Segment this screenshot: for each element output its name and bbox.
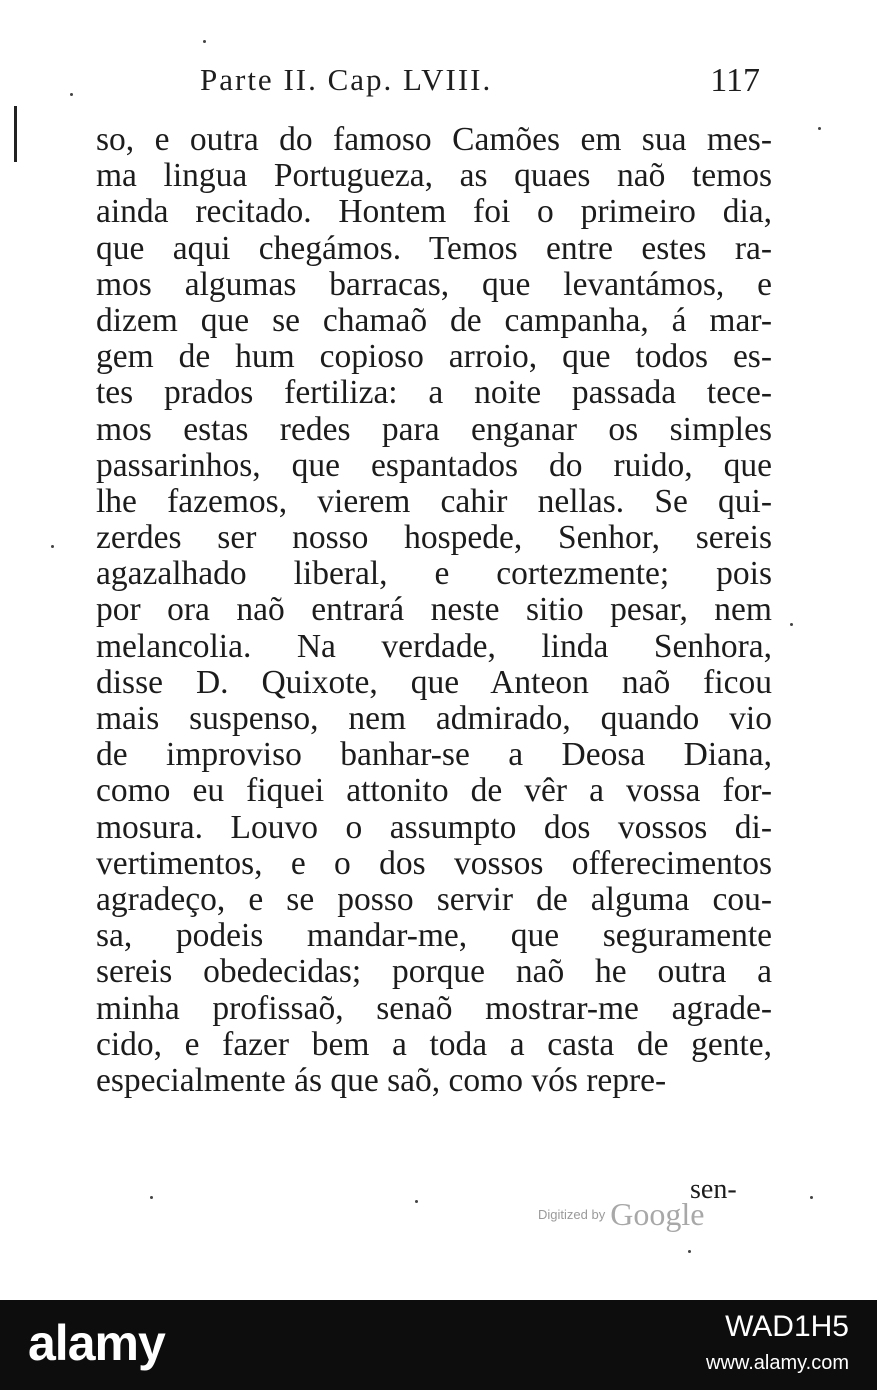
text-line: agazalhado liberal, e cortezmente; pois — [96, 556, 772, 593]
stock-footer-bar — [0, 1300, 877, 1390]
digitized-watermark — [538, 1196, 705, 1236]
ink-speck — [818, 127, 821, 130]
text-line: disse D. Quixote, que Anteon naõ ficou — [96, 664, 772, 701]
text-line: agradeço, e se posso servir de alguma cou- — [96, 881, 772, 918]
ink-speck — [203, 40, 206, 43]
text-line: gem de hum copioso arroio, que todos es- — [96, 339, 772, 376]
watermark-logo: Google — [610, 1196, 705, 1232]
text-line: mais suspenso, nem admirado, quando vio — [96, 701, 772, 737]
body-text — [96, 122, 772, 1099]
text-line: tes prados fertiliza: a noite passada tece- — [96, 375, 772, 412]
text-line: sa, podeis mandar-me, que seguramente — [96, 918, 772, 955]
site-url: www.alamy.com — [706, 1352, 849, 1374]
catchword: sen- — [690, 1174, 737, 1205]
text-line: sereis obedecidas; porque naõ he outra a — [96, 954, 772, 991]
text-line: passarinhos, que espantados do ruido, que — [96, 447, 772, 484]
text-line: especialmente ás que saõ, como vós repre- — [96, 1062, 667, 1099]
text-line: ainda recitado. Hontem foi o primeiro dia, — [96, 194, 772, 231]
ink-speck — [810, 1196, 813, 1199]
text-line: minha profissaõ, senaõ mostrar-me agrade- — [96, 990, 772, 1027]
text-line: mosura. Louvo o assumpto dos vossos di- — [96, 809, 772, 846]
text-line: por ora naõ entrará neste sitio pesar, nem — [96, 592, 772, 629]
running-head — [200, 62, 760, 102]
ink-speck — [790, 623, 793, 626]
text-line: melancolia. Na verdade, linda Senhora, — [96, 628, 772, 665]
text-line: dizem que se chamaõ de campanha, á mar- — [96, 302, 772, 339]
running-head-title: Parte II. Cap. LVIII. — [200, 62, 493, 97]
text-line: lhe fazemos, vierem cahir nellas. Se qui- — [96, 483, 772, 520]
text-line: de improviso banhar-se a Deosa Diana, — [96, 737, 772, 774]
text-line: que aqui chegámos. Temos entre estes ra- — [96, 230, 772, 267]
text-line: ma lingua Portugueza, as quaes naõ temos — [96, 158, 772, 195]
ink-speck — [51, 545, 54, 548]
text-line: cido, e fazer bem a toda a casta de gente, — [96, 1026, 772, 1063]
text-line: zerdes ser nosso hospede, Senhor, sereis — [96, 520, 772, 557]
text-line: mos estas redes para enganar os simples — [96, 411, 772, 448]
brand-logo: alamy — [28, 1315, 165, 1371]
image-id: WAD1H5 — [725, 1310, 849, 1343]
ink-speck — [150, 1196, 153, 1199]
text-line: so, e outra do famoso Camões em sua mes- — [96, 122, 772, 158]
page-edge-mark — [14, 106, 17, 162]
text-line: mos algumas barracas, que levantámos, e — [96, 266, 772, 303]
ink-speck — [688, 1250, 691, 1253]
text-line: vertimentos, e o dos vossos offerecimentos — [96, 845, 772, 882]
ink-speck — [415, 1200, 418, 1203]
ink-speck — [70, 93, 73, 96]
watermark-prefix: Digitized by — [538, 1207, 606, 1222]
text-line: como eu fiquei attonito de vêr a vossa for- — [96, 773, 772, 810]
page-number: 117 — [710, 62, 760, 99]
